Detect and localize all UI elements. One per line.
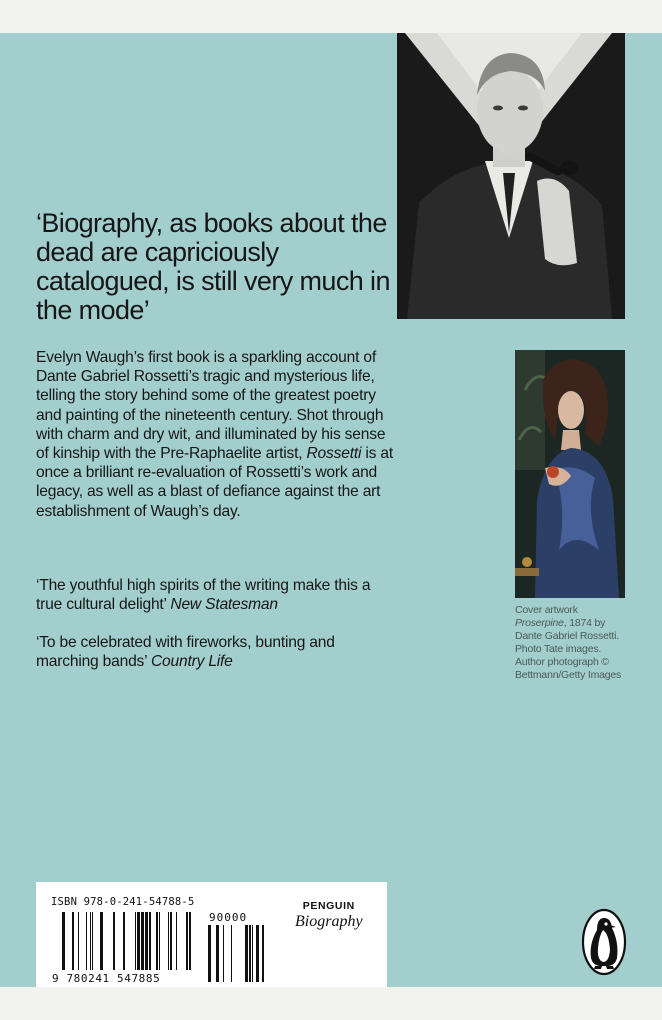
barcode-bar bbox=[256, 925, 259, 982]
review-source: Country Life bbox=[150, 653, 233, 671]
barcode-bar bbox=[231, 925, 232, 982]
barcode-panel bbox=[36, 882, 387, 987]
review-quote bbox=[36, 576, 396, 614]
barcode-bar bbox=[137, 912, 140, 970]
credit-line bbox=[515, 617, 619, 655]
price-code: 90000 bbox=[209, 911, 248, 924]
barcode-bar bbox=[245, 925, 248, 982]
imprint bbox=[295, 900, 363, 931]
barcode-bar bbox=[86, 912, 87, 970]
back-cover bbox=[0, 33, 662, 987]
barcode-bar bbox=[216, 925, 219, 982]
barcode-bar bbox=[223, 925, 224, 982]
barcode-bar bbox=[92, 912, 93, 970]
description-conclusion: is at once a brilliant re-evaluation of Rossetti’s work and legacy, as well as a blast of defiance against the art establishment of Waugh’s day. bbox=[36, 445, 393, 520]
review-source: New Statesman bbox=[170, 596, 278, 614]
pull-quote: ‘Biography, as books about the dead are capriciously catalogued, is still very much in the mode’ bbox=[36, 208, 390, 325]
barcode-bar bbox=[62, 912, 65, 970]
barcode-bar bbox=[159, 912, 160, 970]
isbn-digits: 9 780241 547885 bbox=[52, 972, 161, 985]
price-barcode bbox=[208, 925, 272, 982]
barcode-bar bbox=[170, 912, 172, 970]
credit-artwork-details: , 1874 by Dante Gabriel Rossetti. Photo Tate images. bbox=[515, 617, 619, 655]
barcode-bar bbox=[262, 925, 264, 982]
credit-artwork-title: Proserpine bbox=[515, 617, 564, 629]
barcode-bar bbox=[78, 912, 79, 970]
book-description bbox=[36, 348, 394, 521]
review-text: ‘The youthful high spirits of the writing make this a true cultural delight’ bbox=[36, 577, 371, 614]
barcode-bar bbox=[252, 925, 253, 982]
barcode-bar bbox=[208, 925, 211, 982]
review-quote bbox=[36, 633, 396, 671]
barcode-bar bbox=[123, 912, 125, 970]
barcode-bar bbox=[145, 912, 148, 970]
isbn-label: ISBN 978-0-241-54788-5 bbox=[51, 896, 195, 908]
publisher-name: PENGUIN bbox=[302, 900, 355, 912]
description-book-title: Rossetti bbox=[306, 445, 362, 463]
barcode-bar bbox=[189, 912, 191, 970]
barcode-bar bbox=[249, 925, 251, 982]
penguin-logo-icon bbox=[581, 908, 627, 976]
review-text: ‘To be celebrated with fireworks, bunting and marching bands’ bbox=[36, 634, 335, 671]
barcode-bar bbox=[176, 912, 177, 970]
barcode-bar bbox=[100, 912, 103, 970]
barcode-bar bbox=[168, 912, 169, 970]
barcode-bar bbox=[141, 912, 144, 970]
barcode-bar bbox=[72, 912, 74, 970]
barcode-bar bbox=[90, 912, 91, 970]
isbn-barcode bbox=[62, 912, 198, 970]
series-name: Biography bbox=[295, 913, 363, 930]
credit-line: Cover artwork bbox=[515, 604, 578, 616]
barcode-bar bbox=[113, 912, 115, 970]
barcode-bar bbox=[186, 912, 188, 970]
author-photograph bbox=[397, 33, 625, 319]
image-credits bbox=[515, 604, 627, 682]
cover-artwork-thumbnail bbox=[515, 350, 625, 598]
barcode-bar bbox=[135, 912, 136, 970]
credit-line: Author photograph © Bettmann/Getty Images bbox=[515, 656, 622, 681]
barcode-bar bbox=[149, 912, 151, 970]
barcode-bar bbox=[156, 912, 158, 970]
description-intro: Evelyn Waugh’s first book is a sparkling account of Dante Gabriel Rossetti’s tragic and mysterious life, telling the story behind some of the greatest poetry and painting of the nineteenth century. Shot through with charm and dry wit, and illuminated by his sense of kinship with the Pre-Raphaelite artist, bbox=[36, 349, 386, 463]
